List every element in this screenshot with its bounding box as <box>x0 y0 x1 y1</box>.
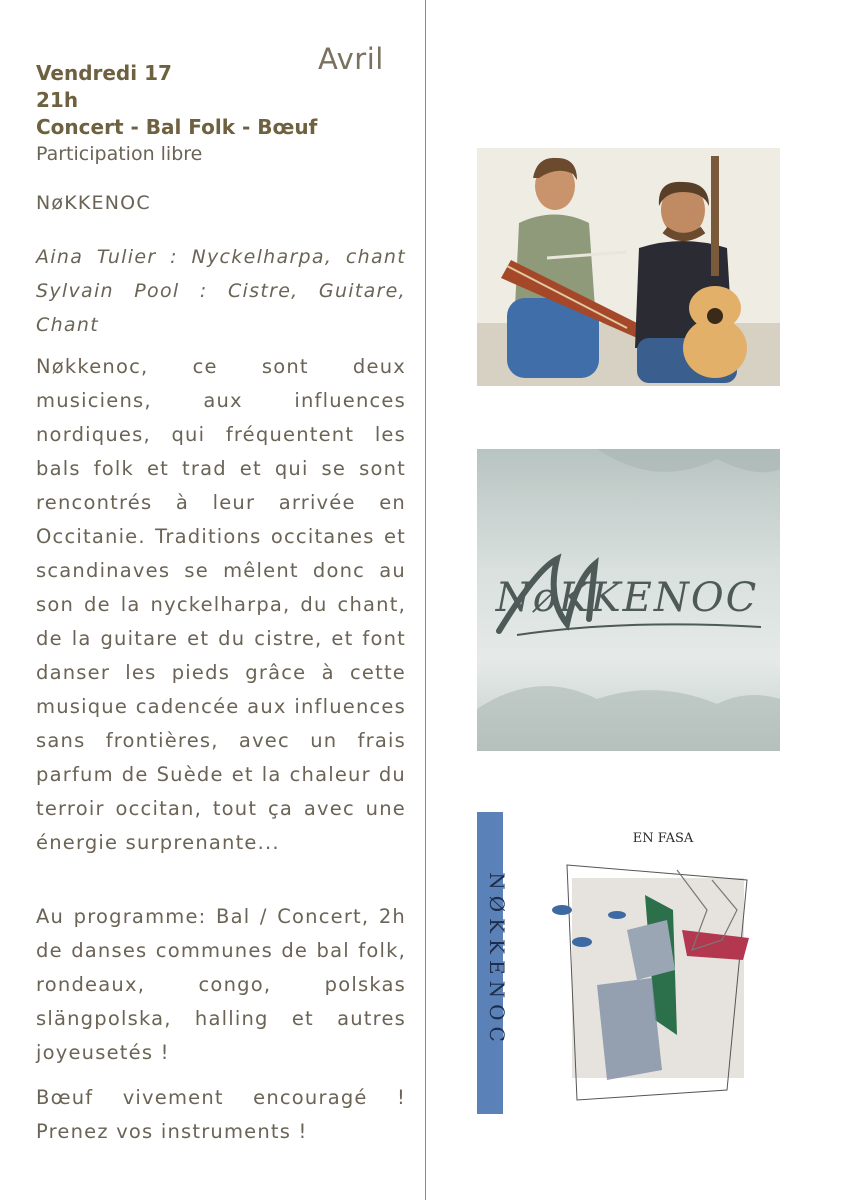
month-heading: Avril <box>318 42 384 76</box>
event-info <box>36 60 416 168</box>
event-day: Vendredi 17 <box>36 61 172 85</box>
logo-text: NøKKENOC <box>495 575 759 621</box>
album-cover <box>477 810 780 1115</box>
band-photo-illustration <box>477 148 780 386</box>
event-time: 21h <box>36 88 79 112</box>
album-title: EN FASA <box>632 831 694 846</box>
programme-paragraph: Au programme: Bal / Concert, 2h de danses communes de bal folk, rondeaux, congo, polskas slängpolska, halling et autres joyeusetés ! <box>36 905 406 1064</box>
closing-paragraph: Bœuf vivement encouragé ! Prenez vos instruments ! <box>36 1086 406 1143</box>
event-price: Participation libre <box>36 143 203 165</box>
member-line: Sylvain Pool : Cistre, Guitare, <box>36 280 406 302</box>
band-members <box>36 240 406 342</box>
band-photo <box>477 148 780 386</box>
column-divider <box>425 0 426 1200</box>
description-paragraph: Nøkkenoc, ce sont deux musiciens, aux influences nordiques, qui fréquentent les bals folk et trad et qui se sont rencontrés à leur arrivée en Occitanie. Traditions occitanes et scandinaves se mêlent donc au son de la nyckelharpa, du chant, de la guitare et du cistre, et font danser les pieds grâce à cette musique cadencée aux influences sans frontières, avec un frais parfum de Suède et la chaleur du terroir occitan, tout ça avec une énergie surprenante... <box>36 355 406 854</box>
album-spine-text: NØKKENOC <box>485 872 509 1048</box>
member-line: Chant <box>36 314 99 336</box>
album-illustration <box>477 810 780 1115</box>
logo-image <box>477 449 780 751</box>
band-name: NøKKENOC <box>36 192 151 214</box>
event-type: Concert - Bal Folk - Bœuf <box>36 115 318 139</box>
member-line: Aina Tulier : Nyckelharpa, chant <box>36 246 406 268</box>
logo-illustration <box>477 449 780 751</box>
